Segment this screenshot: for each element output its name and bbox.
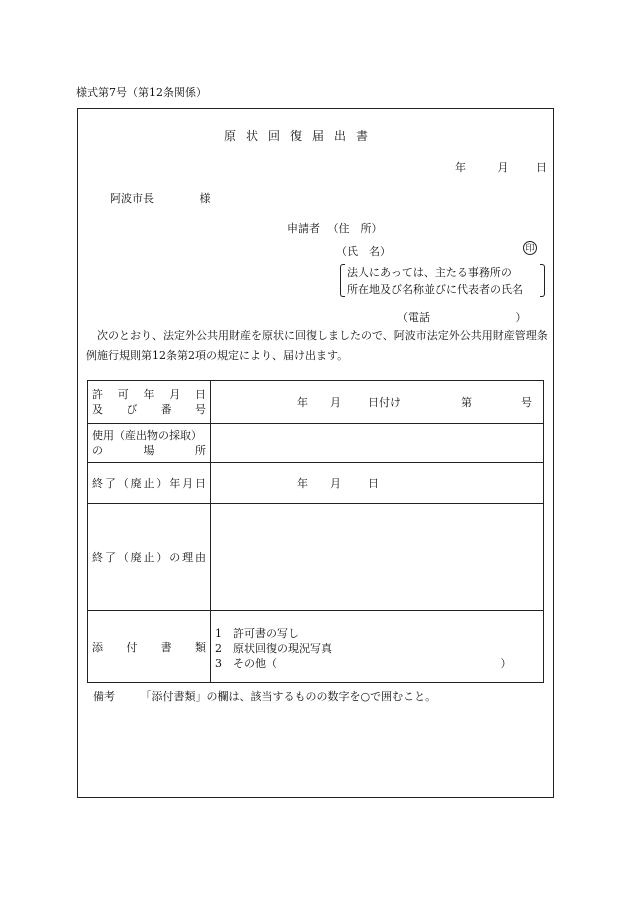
date-day: 日 xyxy=(536,161,547,174)
end-day: 日 xyxy=(368,477,379,490)
permit-month: 月 xyxy=(330,396,341,409)
attachment-list-cell[interactable] xyxy=(211,611,544,683)
end-date-value-cell[interactable] xyxy=(211,463,544,504)
attachment-row xyxy=(88,611,544,683)
permit-number-prefix: 第 xyxy=(461,396,472,409)
permit-label-2: 及び番号 xyxy=(92,403,206,416)
phone-close: ） xyxy=(515,311,527,324)
date-month: 月 xyxy=(497,161,509,174)
address-label: （住 所） xyxy=(327,222,383,235)
attachment-item-2: 2 原状回復の現況写真 xyxy=(215,642,332,655)
permit-label-1: 許可年月日 xyxy=(92,388,206,401)
place-label-2: の場所 xyxy=(92,444,206,457)
addressee-name: 阿波市長 xyxy=(110,192,154,205)
corporate-note xyxy=(340,263,545,299)
reason-value-cell[interactable] xyxy=(211,504,544,611)
phone-label: （電話 xyxy=(397,311,430,324)
place-label-cell xyxy=(88,424,211,463)
reason-label: 終了（廃止）の理由 xyxy=(92,551,206,564)
applicant-name-line: （氏 名） xyxy=(336,245,391,258)
end-month: 月 xyxy=(330,477,341,490)
end-date-label: 終了（廃止）年月日 xyxy=(92,477,206,490)
end-year: 年 xyxy=(297,477,308,490)
attachment-label: 添付書類 xyxy=(92,640,206,654)
form-title: 原状回復届出書 xyxy=(224,129,379,143)
remarks-label: 備考 xyxy=(93,690,115,703)
place-label-1: 使用（産出物の採取） xyxy=(92,429,202,442)
form-number: 様式第7号（第12条関係） xyxy=(76,86,207,99)
attachment-item-1: 1 許可書の写し xyxy=(215,627,299,640)
declaration-text: 次のとおり、法定外公共用財産を原状に回復しましたので、阿波市法定外公共用財産管理条例施行規則第12条第2項の規定により、届け出ます。 xyxy=(86,329,548,362)
attachment-label-cell xyxy=(88,611,211,683)
end-date-row xyxy=(88,463,544,504)
remarks xyxy=(93,688,436,704)
permit-value-cell[interactable] xyxy=(211,381,544,424)
info-table xyxy=(87,380,544,683)
addressee xyxy=(110,190,211,206)
end-date-label-cell xyxy=(88,463,211,504)
place-row xyxy=(88,424,544,463)
permit-label-cell xyxy=(88,381,211,424)
attachment-item-3-close: ） xyxy=(500,657,512,670)
reason-label-cell xyxy=(88,504,211,611)
reason-row xyxy=(88,504,544,611)
bracket-right xyxy=(540,264,545,297)
addressee-honorific: 様 xyxy=(199,192,211,205)
place-value-cell[interactable] xyxy=(211,424,544,463)
bracket-left xyxy=(340,264,345,297)
permit-dated: 日付け xyxy=(368,396,401,409)
attachment-item-3-text: 3 その他（ xyxy=(215,657,277,670)
permit-number-suffix: 号 xyxy=(521,396,532,409)
date-line xyxy=(455,159,547,175)
corp-note-line-2: 所在地及び名称並びに代表者の氏名 xyxy=(347,283,523,296)
date-year: 年 xyxy=(455,161,466,174)
applicant-label: 申請者 xyxy=(287,222,320,235)
remarks-text: 「添付書類」の欄は、該当するものの数字を○で囲むこと。 xyxy=(140,690,437,703)
phone-line xyxy=(397,309,527,325)
applicant-address-line xyxy=(287,220,383,236)
attachment-item-3 xyxy=(215,656,539,671)
seal-mark: 印 xyxy=(523,241,537,255)
permit-row xyxy=(88,381,544,424)
permit-year: 年 xyxy=(297,396,308,409)
corp-note-line-1: 法人にあっては、主たる事務所の xyxy=(347,266,512,279)
